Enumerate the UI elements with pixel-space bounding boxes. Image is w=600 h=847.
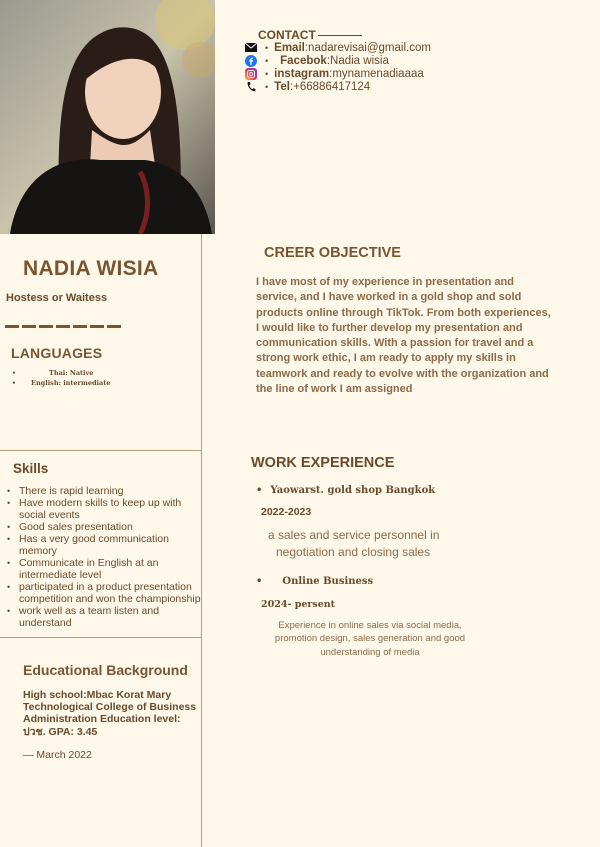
contact-phone: • Tel : +66886417124 [244, 81, 431, 94]
skill-item: • work well as a team listen and understand [7, 605, 160, 629]
education-details: High school:Mbac Korat Mary Technological College of Business Administration Education level: ปวช. GPA: 3.45 [23, 689, 197, 738]
skill-item: • Communicate in English at an intermediate level [7, 557, 159, 581]
column-divider [201, 234, 202, 847]
job-date: 2024- persent [261, 599, 336, 610]
education-heading: Educational Background [23, 662, 188, 678]
skills-list [7, 485, 201, 629]
skill-item: • There is rapid learning [7, 485, 124, 497]
languages-list [12, 368, 110, 388]
job-description: a sales and service personnel in negotiation and closing sales [268, 528, 440, 559]
section-divider-education [0, 637, 201, 638]
phone-value[interactable]: +66886417124 [293, 81, 371, 94]
contact-instagram: • instagram : mynamenadiaaaa [244, 68, 431, 81]
profile-photo [0, 0, 215, 234]
skill-item: • Have modern skills to keep up with social events [7, 497, 182, 521]
phone-icon [244, 81, 258, 93]
language-item: • Thai: Native [12, 369, 94, 377]
work-experience-heading: WORK EXPERIENCE [251, 455, 395, 471]
profile-photo-illustration [0, 0, 215, 234]
objective-text: I have most of my experience in presentation and service, and I have worked in a gold shop and sold products online through TikTok. From both experiences, I would like to further develop my presentation and communication skills. With a passion for travel and a strong work ethic, I am ready to apply my skills in teamwork and ready to evolve with the organization and the line of work I am assigned [256, 276, 551, 396]
skill-item: • Good sales presentation [7, 521, 133, 533]
instagram-icon [244, 68, 258, 80]
job-date: 2022-2023 [261, 506, 312, 518]
facebook-icon [244, 55, 258, 67]
skills-heading: Skills [13, 461, 49, 476]
decorative-dashes [5, 325, 121, 328]
job-title: • Online Business [256, 576, 374, 587]
envelope-icon [244, 42, 258, 54]
skill-item: • participated in a product presentation competition and won the championship [7, 581, 201, 605]
skill-item: • Has a very good communication memory [7, 533, 169, 557]
contact-facebook: • Facebok : Nadia wisia [244, 54, 431, 67]
language-item: • English: intermediate [12, 379, 111, 387]
email-value[interactable]: nadarevisai@gmail.com [308, 41, 431, 54]
instagram-value[interactable]: mynamenadiaaaa [332, 68, 424, 81]
job-title: • Yaowarst. gold shop Bangkok [256, 485, 436, 496]
languages-heading: LANGUAGES [11, 345, 103, 361]
contact-heading: CONTACT [258, 28, 362, 42]
candidate-name: NADIA WISIA [23, 257, 159, 280]
objective-heading: CREER OBJECTIVE [264, 245, 401, 261]
education-date: — March 2022 [23, 749, 92, 761]
candidate-role: Hostess or Waitess [6, 292, 108, 304]
contact-list [244, 41, 431, 94]
section-divider-skills [0, 450, 201, 451]
facebook-value[interactable]: Nadia wisia [330, 54, 389, 67]
job-description: Experience in online sales via social media, promotion design, sales generation and good understanding of media [274, 620, 466, 658]
contact-email: • Email : nadarevisai@gmail.com [244, 41, 431, 54]
